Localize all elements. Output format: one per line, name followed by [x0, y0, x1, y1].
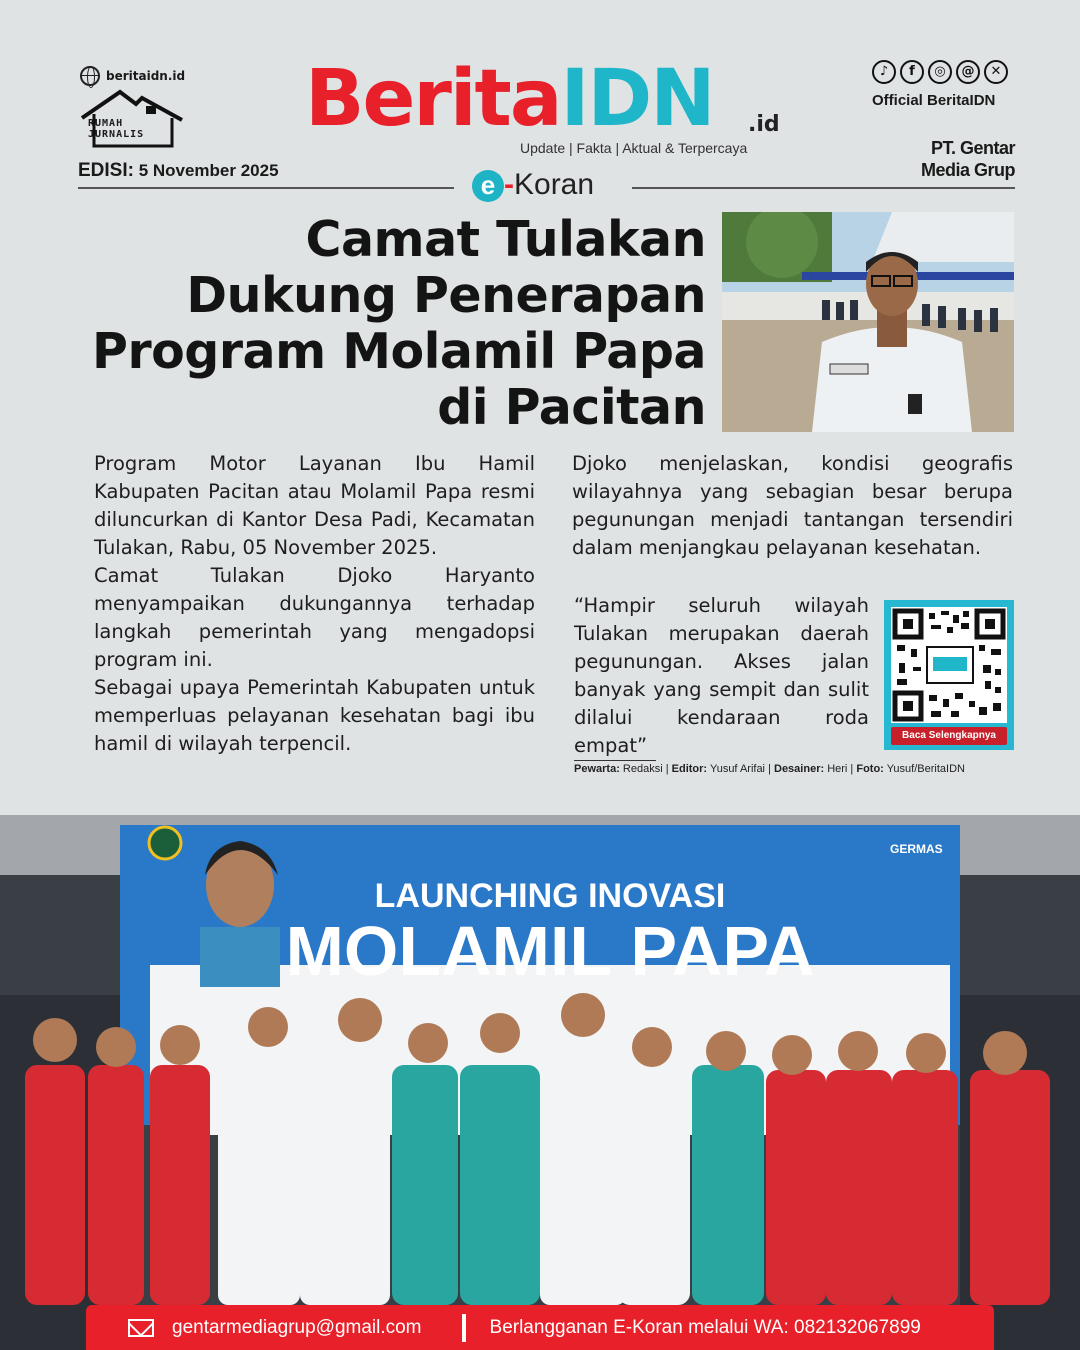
edition-date: 5 November 2025 — [138, 161, 279, 180]
tiktok-icon[interactable]: ♪ — [872, 60, 896, 84]
quote-underline — [574, 760, 656, 761]
article-right-column — [572, 450, 1013, 562]
brand-logo[interactable] — [305, 54, 714, 144]
banner-line-1: LAUNCHING INOVASI — [374, 877, 726, 915]
tagline: Update | Fakta | Aktual & Terpercaya — [520, 140, 748, 156]
brand-berita: Berita — [305, 54, 561, 144]
ekoran-e-icon: e — [472, 170, 504, 202]
footer-email[interactable]: gentarmediagrup@gmail.com — [172, 1316, 422, 1338]
instagram-icon[interactable]: ◎ — [928, 60, 952, 84]
credit-label: Editor: — [671, 763, 708, 775]
ekoran-word: Koran — [514, 168, 595, 201]
divider-right — [632, 187, 1015, 189]
pull-quote: “Hampir seluruh wilayah Tulakan merupakan daerah pegunungan. Akses jalan banyak yang sempit dan sulit dilalui kendaraan roda empat” — [574, 594, 869, 757]
qr-code-box[interactable] — [884, 600, 1014, 750]
portrait-photo — [722, 212, 1014, 432]
threads-icon[interactable]: @ — [956, 60, 980, 84]
edition — [78, 160, 279, 182]
paragraph: Sebagai upaya Pemerintah Kabupaten untuk memperluas pelayanan kesehatan bagi ibu hamil di wilayah terpencil. — [94, 676, 535, 755]
credit-value: Yusuf/BeritaIDN — [886, 763, 965, 775]
credit-value: Heri — [827, 763, 848, 775]
headline-line-4: di Pacitan — [437, 379, 706, 436]
credit-value: Yusuf Arifai — [709, 763, 766, 775]
globe-icon — [80, 66, 100, 86]
headline-line-3: Program Molamil Papa — [92, 323, 706, 380]
edition-label: EDISI: — [78, 160, 134, 181]
site-url-text: beritaidn.id — [106, 69, 186, 83]
ekoran-label — [472, 168, 594, 202]
qr-code-icon[interactable] — [891, 607, 1007, 723]
headline-line-1: Camat Tulakan — [305, 211, 706, 268]
social-icons — [872, 60, 1008, 84]
headline — [80, 212, 706, 436]
brand-idn: IDN — [560, 54, 714, 144]
paragraph: Camat Tulakan Djoko Haryanto menyampaikan dukungannya terhadap langkah pemerintah yang mengadopsi program ini. — [94, 564, 535, 671]
paragraph: Djoko menjelaskan, kondisi geografis wilayahnya yang sebagian besar berupa pegunungan menjadi tantangan tersendiri dalam menjangkau pelayanan kesehatan. — [572, 452, 1013, 559]
mail-icon — [128, 1319, 154, 1337]
divider-left — [78, 187, 454, 189]
footer-bar — [86, 1305, 994, 1350]
footer-subscribe[interactable]: Berlangganan E-Koran melalui WA: 082132067899 — [489, 1316, 921, 1338]
official-account: Official BeritaIDN — [872, 92, 996, 109]
x-icon[interactable]: ✕ — [984, 60, 1008, 84]
company-name — [890, 137, 1015, 181]
credit-label: Pewarta: — [574, 763, 620, 775]
article-left-column — [94, 450, 535, 758]
brand-suffix: .id — [748, 112, 780, 137]
company-line-2: Media Grup — [920, 160, 1015, 180]
company-line-1: PT. Gentar — [930, 138, 1015, 158]
paragraph: Program Motor Layanan Ibu Hamil Kabupaten Pacitan atau Molamil Papa resmi diluncurkan di Kantor Desa Padi, Kecamatan Tulakan, Rabu, 05 November 2025. — [94, 452, 535, 559]
read-more-button[interactable]: Baca Selengkapnya — [891, 727, 1007, 745]
facebook-icon[interactable]: f — [900, 60, 924, 84]
rumah-jurnalis-logo — [80, 88, 184, 150]
credits-line: Pewarta: Redaksi | Editor: Yusuf Arifai | Desainer: Heri | Foto: Yusuf/BeritaIDN — [574, 763, 965, 775]
house-logo-text: RUMAH JURNALIS — [88, 118, 145, 140]
credit-value: Redaksi — [622, 763, 663, 775]
ekoran-dash: - — [504, 168, 514, 201]
banner-line-2: MOLAMIL PAPA — [285, 912, 815, 990]
site-url[interactable] — [80, 66, 185, 86]
headline-line-2: Dukung Penerapan — [186, 267, 706, 324]
group-photo — [0, 815, 1080, 1350]
footer-separator — [462, 1314, 466, 1342]
credit-label: Desainer: — [774, 763, 825, 775]
germas-logo: GERMAS — [890, 842, 943, 856]
credit-label: Foto: — [856, 763, 884, 775]
